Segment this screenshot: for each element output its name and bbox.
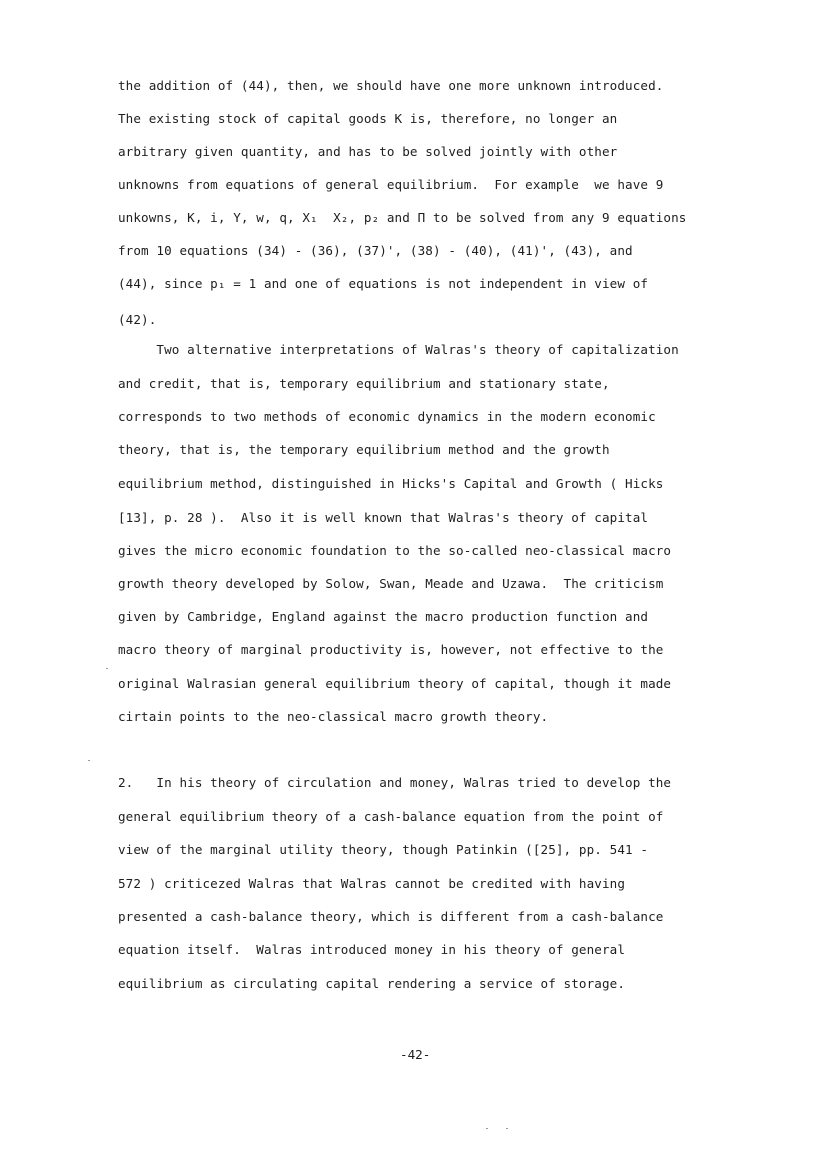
text-line: macro theory of marginal productivity is, however, not effective to the — [118, 642, 664, 657]
text-line: general equilibrium theory of a cash-balance equation from the point of — [118, 809, 664, 824]
text-line: growth theory developed by Solow, Swan, Meade and Uzawa. The criticism — [118, 576, 664, 591]
text-line: cirtain points to the neo-classical macro growth theory. — [118, 709, 549, 724]
text-line: presented a cash-balance theory, which is different from a cash-balance — [118, 909, 664, 924]
page-number: -42- — [400, 1047, 431, 1062]
text-line: [13], p. 28 ). Also it is well known that Walras's theory of capital — [118, 510, 649, 525]
text-line: arbitrary given quantity, and has to be solved jointly with other — [118, 144, 618, 159]
text-line: the addition of (44), then, we should have one more unknown introduced. — [118, 78, 664, 93]
text-line: equilibrium as circulating capital rendering a service of storage. — [118, 976, 626, 991]
scan-speck — [88, 760, 90, 761]
text-line: corresponds to two methods of economic dynamics in the modern economic — [118, 409, 656, 424]
text-line: (42). — [118, 312, 157, 327]
text-line: theory, that is, the temporary equilibrium method and the growth — [118, 442, 610, 457]
text-line: from 10 equations (34) - (36), (37)', (38) - (40), (41)', (43), and — [118, 243, 633, 258]
scan-speck — [506, 1128, 508, 1129]
scan-speck — [106, 668, 108, 669]
scan-speck — [486, 1128, 488, 1129]
text-line: equilibrium method, distinguished in Hicks's Capital and Growth ( Hicks — [118, 476, 664, 491]
text-line: unkowns, K, i, Y, w, q, X₁ X₂, p₂ and Π to be solved from any 9 equations — [118, 210, 687, 225]
text-line: given by Cambridge, England against the macro production function and — [118, 609, 649, 624]
text-line: and credit, that is, temporary equilibrium and stationary state, — [118, 376, 610, 391]
text-line: 572 ) criticezed Walras that Walras cannot be credited with having — [118, 876, 626, 891]
text-line: original Walrasian general equilibrium theory of capital, though it made — [118, 676, 672, 691]
text-line: gives the micro economic foundation to the so-called neo-classical macro — [118, 543, 672, 558]
text-line: equation itself. Walras introduced money in his theory of general — [118, 942, 626, 957]
text-line: view of the marginal utility theory, though Patinkin ([25], pp. 541 - — [118, 842, 649, 857]
text-line: (44), since p₁ = 1 and one of equations is not independent in view of — [118, 276, 649, 291]
text-line: 2. In his theory of circulation and money, Walras tried to develop the — [118, 775, 672, 790]
text-line: unknowns from equations of general equilibrium. For example we have 9 — [118, 177, 664, 192]
text-line: The existing stock of capital goods K is, therefore, no longer an — [118, 111, 618, 126]
text-line: Two alternative interpretations of Walras's theory of capitalization — [118, 342, 679, 357]
